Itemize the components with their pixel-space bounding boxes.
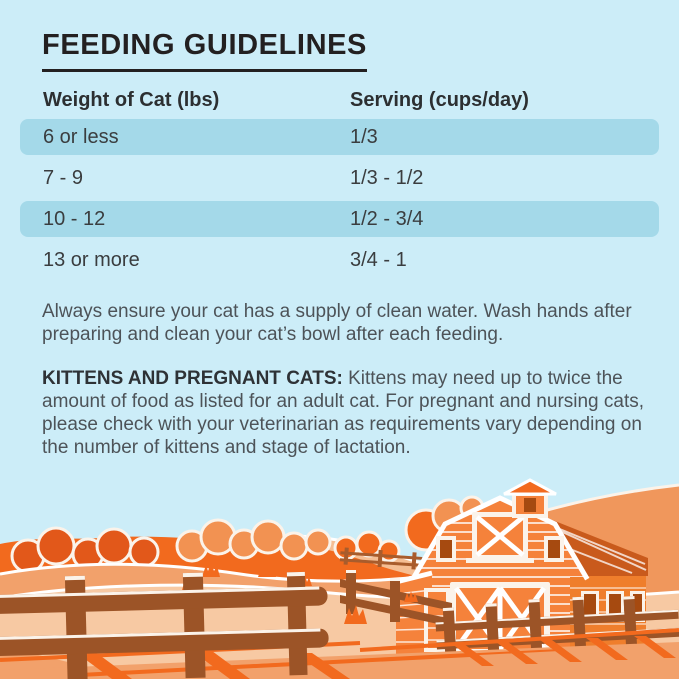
- table-row: [20, 160, 659, 196]
- page-title: FEEDING GUIDELINES: [42, 30, 367, 72]
- serving-cell: 1/3: [350, 125, 378, 148]
- weight-cell: 10 - 12: [43, 207, 106, 230]
- weight-column-header: Weight of Cat (lbs): [43, 88, 220, 111]
- table-row: [20, 119, 659, 155]
- weight-cell: 13 or more: [43, 248, 140, 271]
- weight-cell: 7 - 9: [43, 166, 84, 189]
- serving-cell: 3/4 - 1: [350, 248, 407, 271]
- serving-cell: 1/3 - 1/2: [350, 166, 424, 189]
- weight-cell: 6 or less: [43, 125, 119, 148]
- feeding-table: [20, 86, 659, 278]
- clean-water-note: Always ensure your cat has a supply of clean water. Wash hands after preparing and clean your cat’s bowl after each feeding.: [42, 301, 632, 346]
- serving-cell: 1/2 - 3/4: [350, 207, 424, 230]
- serving-column-header: Serving (cups/day): [350, 88, 529, 111]
- table-row: [20, 242, 659, 278]
- hayloft-door: [466, 512, 534, 563]
- kittens-note-body: Kittens may need up to twice the amount of food as listed for an adult cat. For pregnant and nursing cats, please check with your veterinarian as requirements vary depending on the number of kittens and stage of lactation.: [42, 368, 645, 459]
- panel-content: [0, 30, 679, 459]
- table-row: [20, 201, 659, 237]
- title-block: [42, 30, 679, 72]
- kittens-note-lead: KITTENS AND PREGNANT CATS:: [42, 368, 343, 390]
- farm-illustration: [0, 478, 679, 679]
- kittens-note: [42, 367, 654, 459]
- table-header-row: [20, 86, 659, 114]
